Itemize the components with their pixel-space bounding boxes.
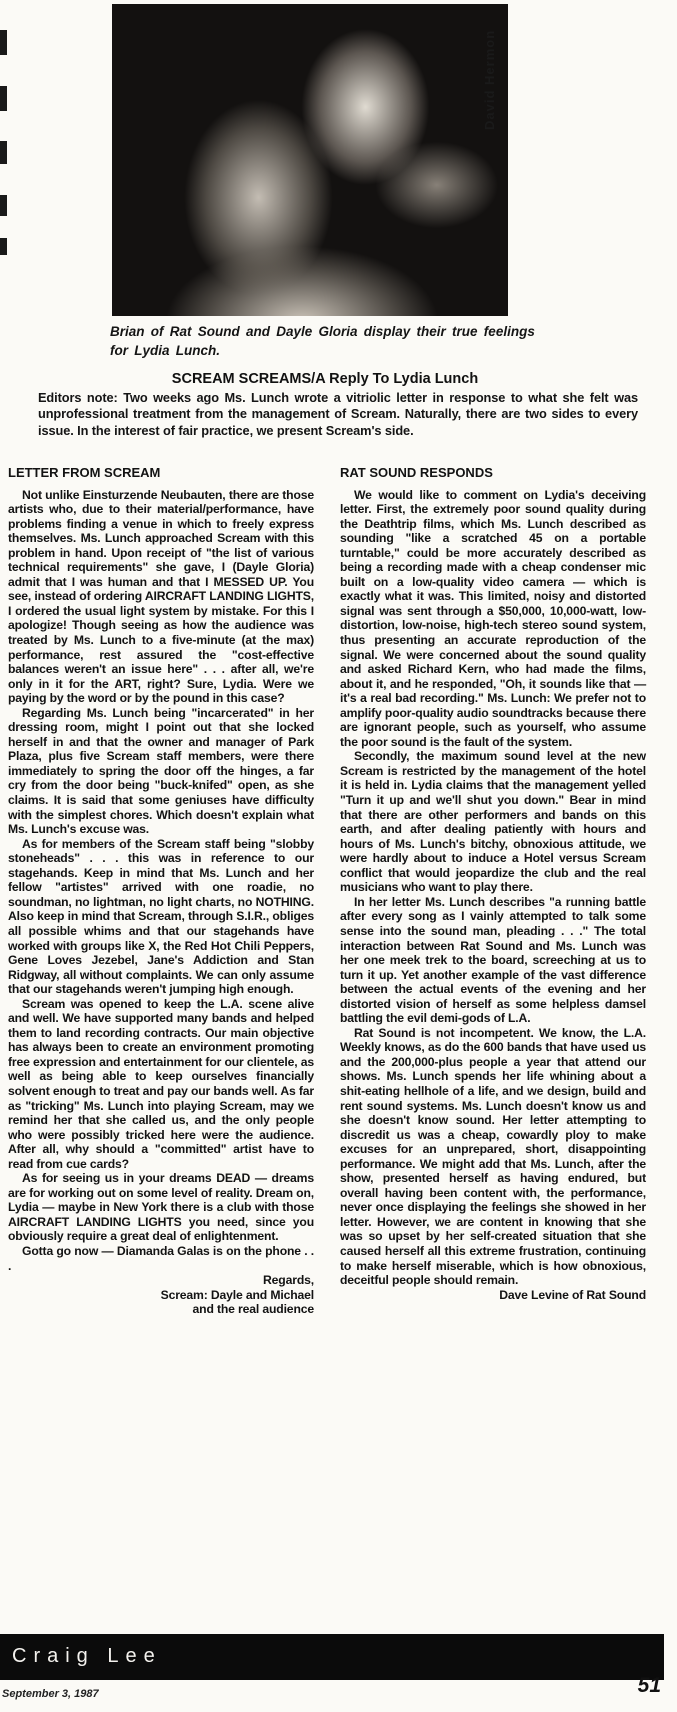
byline-bar: Craig Lee — [0, 1634, 664, 1680]
paragraph: Gotta go now — Diamanda Galas is on the phone . . . — [8, 1243, 314, 1273]
scan-artifact — [0, 141, 7, 164]
paragraph: As for members of the Scream staff being "slobby stoneheads" . . . this was in reference to our stagehands. Keep in mind that Ms. Lunch and her fellow "artistes" arrived with one roadie, no soundman, no lightman, no light charts, no NOTHING. Also keep in mind that Scream, through S.I.R., obliges all possible whims and that our stagehands have worked with groups like X, the Red Hot Chili Peppers, Gene Loves Jezebel, Jane's Addiction and Stan Ridgway, all without complaints. We can only assume that our stagehands weren't jumping high enough. — [8, 836, 314, 997]
scan-artifact — [0, 86, 7, 111]
page-number: 51 — [637, 1674, 661, 1697]
letter-from-scream-column — [8, 466, 314, 1317]
signature-line: Regards, — [263, 1273, 314, 1288]
paragraph: We would like to comment on Lydia's deceiving letter. First, the extremely poor sound quality during the Deathtrip films, which Ms. Lunch described as sounding "like a scratched 45 on a portable turntable," could be more accurately described as being a recording made with a cheap condenser mic built on a low-quality video camera — which is exactly what it was. This limited, noisy and distorted signal was sent through a $50,000, 10,000-watt, low-distortion, low-noise, high-tech stereo sound system, thus presenting an accurate reproduction of the signal. We were concerned about the sound quality and asked Richard Kern, who had made the films, about it, and he responded, "Oh, it sounds like that — it's a real bad recording." Ms. Lunch: We prefer not to amplify poor-quality audio soundtracks because there are ignorant people, such as yourself, who assume the poor sound is the fault of the system. — [340, 487, 646, 749]
signature-line: Dave Levine of Rat Sound — [499, 1287, 646, 1302]
signature-line: and the real audience — [192, 1302, 314, 1317]
section-header-letter-from-scream: LETTER FROM SCREAM — [8, 465, 161, 480]
paragraph: As for seeing us in your dreams DEAD — dreams are for working out on some level of reality. Dream on, Lydia — maybe in New York there is a club with those AIRCRAFT LANDING LIGHTS you need, since you obviously require a great deal of enlightenment. — [8, 1171, 314, 1244]
paragraph: Regarding Ms. Lunch being "incarcerated" in her dressing room, might I point out that she locked herself in and that the owner and manager of Park Plaza, plus five Scream staff members, were there immediately to spring the door off the hinges, a far cry from the door being "buck-knifed" open, as she claims. It is said that some geniuses have difficulty with the simplest chores. Which doesn't explain what Ms. Lunch's excuse was. — [8, 705, 314, 837]
rat-sound-responds-column — [340, 466, 646, 1302]
paragraph: Scream was opened to keep the L.A. scene alive and well. We have supported many bands and helped them to land recording contracts. Our main objective has always been to create an environment promoting free expression and entertainment for our clientele, as well as being able to keep ourselves financially solvent enough to treat and pay our bands well. As far as "tricking" Ms. Lunch into playing Scream, may we remind her that she called us, and the only people who were possibly tricked here were the audience. After all, why should a "committed" artist have to read from cue cards? — [8, 996, 315, 1171]
scan-artifact — [0, 30, 7, 55]
paragraph: Rat Sound is not incompetent. We know, the L.A. Weekly knows, as do the 600 bands that have used us and the 200,000-plus people a year that attend our shows. Ms. Lunch spends her life whining about a shit-eating hellhole of a life, and we design, build and rent sound systems. Ms. Lunch doesn't know us and she doesn't know sound. Her letter attempting to discredit us was a cheap, cowardly ploy to make excuses for an unprepared, short, disappointing performance. We might add that Ms. Lunch, after the show, presented herself as having endured, but overall having been content with, the performance, never once displaying the feelings she showed in her letter. However, we are content in knowing that she was so upset by her self-created situation that she caused herself all this extreme frustration, continuing to make herself miserable, which is how obnoxious, deceitful people should remain. — [340, 1025, 646, 1288]
editors-note: Editors note: Two weeks ago Ms. Lunch wrote a vitriolic letter in response to what she felt was unprofessional treatment from the management of Scream. Naturally, there are two sides to every issue. In the interest of fair practice, we present Scream's side. — [38, 390, 638, 438]
article-photo — [112, 4, 508, 316]
scan-artifact — [0, 238, 7, 255]
section-header-rat-sound-responds: RAT SOUND RESPONDS — [340, 465, 493, 480]
photo-caption: Brian of Rat Sound and Dayle Gloria display their true feelings for Lydia Lunch. — [110, 324, 535, 358]
paragraph: Secondly, the maximum sound level at the new Scream is restricted by the management of the hotel it is held in. Lydia claims that the management yelled "Turn it up and we'll shut you down." Bear in mind that there are other performers and bands on this earth, and after dealing patiently with hours and hours of Ms. Lunch's bitchy, obnoxious attitude, we were hardly about to induce a Hotel versus Scream conflict that would jeopardize the club and the real musicians who want to play there. — [340, 749, 646, 895]
signature-line: Scream: Dayle and Michael — [160, 1287, 314, 1302]
paragraph: Not unlike Einsturzende Neubauten, there are those artists who, due to their material/performance, have problems finding a venue in which to freely express themselves. Ms. Lunch approached Scream with this problem in hand. Upon receipt of "the list of various technical requirements" she gave, I (Dayle Gloria) admit that I was human and that I MESSED UP. You see, instead of ordering AIRCRAFT LANDING LIGHTS, I ordered the usual light system by mistake. For this I apologize! Though seeing as how the audience was treated by Ms. Lunch to a five-minute (at the max) performance, rest assured the "cost-effective balances weren't an issue here" . . . after all, we're only in it for the ART, right? Sure, Lydia. Were we paying by the word or by the pound in this case? — [8, 487, 314, 706]
article-headline: SCREAM SCREAMS/A Reply To Lydia Lunch — [171, 371, 479, 387]
issue-date: September 3, 1987 — [2, 1688, 99, 1700]
scan-artifact — [0, 195, 7, 216]
paragraph: In her letter Ms. Lunch describes "a running battle after every song as I vainly attempted to talk some sense into the sound man, pleading . . ." The total interaction between Rat Sound and Ms. Lunch was her one meek trek to the board, screeching at us to turn it up. Yet another example of the vast difference between the actual events of the evening and her distorted vision of herself as some helpless damsel battling the evil demi-gods of L.A. — [340, 894, 646, 1026]
photo-credit: David Hermon — [482, 29, 497, 130]
